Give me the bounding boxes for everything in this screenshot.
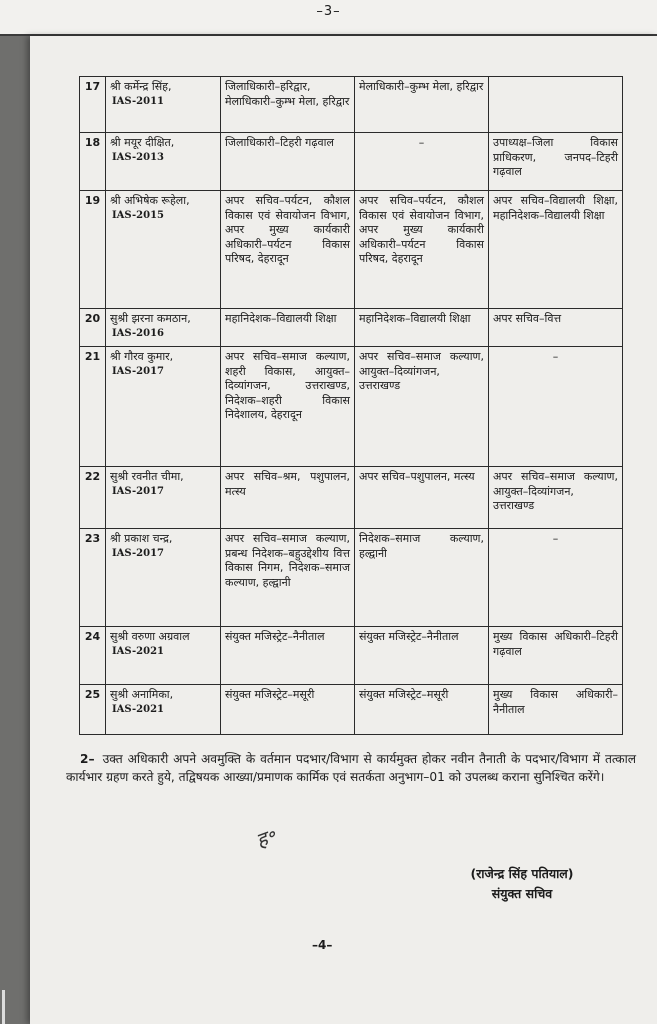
current-post: अपर सचिव–समाज कल्याण, प्रबन्ध निदेशक–बहुउद्देशीय वित्त विकास निगम, निदेशक–समाज कल्याण, हल्द्वानी [221,529,355,627]
table-row [80,529,623,627]
serial-number: 19 [80,191,106,309]
table-row [80,347,623,467]
officer-service: IAS-2011 [112,95,165,107]
serial-number: 20 [80,309,106,347]
officer-name: सुश्री रवनीत चीमा, [110,470,184,483]
serial-number: 25 [80,685,106,735]
officer-cell [106,133,221,191]
current-post: जिलाधिकारी–हरिद्वार, मेलाधिकारी–कुम्भ मेला, हरिद्वार [221,77,355,133]
retained-post: संयुक्त मजिस्ट्रेट–मसूरी [355,685,489,735]
officer-cell [106,347,221,467]
new-post: मुख्य विकास अधिकारी–नैनीताल [489,685,623,735]
serial-number: 24 [80,627,106,685]
retained-post: निदेशक–समाज कल्याण, हल्द्वानी [355,529,489,627]
previous-page-strip [0,0,657,36]
officer-service: IAS-2013 [112,151,165,163]
table-row [80,191,623,309]
retained-post: संयुक्त मजिस्ट्रेट–नैनीताल [355,627,489,685]
new-post: अपर सचिव–वित्त [489,309,623,347]
retained-post: – [355,133,489,191]
officer-cell [106,529,221,627]
page-number-bottom: –4– [312,938,333,952]
retained-post: महानिदेशक–विद्यालयी शिक्षा [355,309,489,347]
officer-service: IAS-2017 [112,547,165,559]
retained-post: अपर सचिव–पर्यटन, कौशल विकास एवं सेवायोजन विभाग, अपर मुख्य कार्यकारी अधिकारी–पर्यटन विकास परिषद, देहरादून [355,191,489,309]
officer-name: श्री कर्मेन्द्र सिंह, [110,80,172,93]
current-post: महानिदेशक–विद्यालयी शिक्षा [221,309,355,347]
officer-service: IAS-2016 [112,327,165,339]
new-post: अपर सचिव–समाज कल्याण, आयुक्त–दिव्यांगजन, उत्तराखण्ड [489,467,623,529]
table-row [80,467,623,529]
serial-number: 23 [80,529,106,627]
new-post: – [489,347,623,467]
table-row [80,627,623,685]
officer-name: श्री गौरव कुमार, [110,350,174,363]
table-row [80,309,623,347]
officer-name: श्री प्रकाश चन्द्र, [110,532,173,545]
table-row [80,133,623,191]
page-number-top: –3– [316,4,341,19]
officer-name: सुश्री वरुणा अग्रवाल [110,630,190,643]
officer-cell [106,77,221,133]
officer-service: IAS-2021 [112,645,165,657]
retained-post: अपर सचिव–समाज कल्याण, आयुक्त–दिव्यांगजन, उत्तराखण्ड [355,347,489,467]
table-row [80,685,623,735]
paragraph-number: 2– [80,752,95,766]
signature-block [432,864,612,904]
serial-number: 17 [80,77,106,133]
officer-service: IAS-2021 [112,703,165,715]
paragraph-text: उक्त अधिकारी अपने अवमुक्ति के वर्तमान पदभार/विभाग से कार्यमुक्त होकर नवीन तैनाती के पदभार/विभाग में तत्काल कार्यभार ग्रहण करते हुये, तद्विषयक आख्या/प्रमाणक कार्मिक एवं सतर्कता अनुभाग–01 को उपलब्ध कराना सुनिश्चित करेंगे। [66,752,636,784]
signatory-name: (राजेन्द्र सिंह पतियाल) [470,866,574,881]
serial-number: 21 [80,347,106,467]
serial-number: 18 [80,133,106,191]
instruction-paragraph [66,750,636,786]
officer-cell [106,191,221,309]
new-post: अपर सचिव–विद्यालयी शिक्षा, महानिदेशक–विद्यालयी शिक्षा [489,191,623,309]
officer-cell [106,627,221,685]
retained-post: अपर सचिव–पशुपालन, मत्स्य [355,467,489,529]
document-sheet [30,36,657,1024]
new-post: उपाध्यक्ष–जिला विकास प्राधिकरण, जनपद–टिहरी गढ़वाल [489,133,623,191]
current-post: अपर सचिव–पर्यटन, कौशल विकास एवं सेवायोजन विभाग, अपर मुख्य कार्यकारी अधिकारी–पर्यटन विकास परिषद, देहरादून [221,191,355,309]
sheet-edge-mark [2,990,5,1024]
new-post [489,77,623,133]
officer-name: सुश्री झरना कमठान, [110,312,191,325]
new-post: – [489,529,623,627]
new-post: मुख्य विकास अधिकारी–टिहरी गढ़वाल [489,627,623,685]
officer-cell [106,309,221,347]
retained-post: मेलाधिकारी–कुम्भ मेला, हरिद्वार [355,77,489,133]
table-row [80,77,623,133]
officer-service: IAS-2015 [112,209,165,221]
current-post: संयुक्त मजिस्ट्रेट–मसूरी [221,685,355,735]
signatory-designation: संयुक्त सचिव [491,886,553,901]
officer-cell [106,685,221,735]
current-post: जिलाधिकारी–टिहरी गढ़वाल [221,133,355,191]
officer-name: सुश्री अनामिका, [110,688,174,701]
serial-number: 22 [80,467,106,529]
officer-name: श्री अभिषेक रूहेला, [110,194,190,207]
officer-cell [106,467,221,529]
officer-service: IAS-2017 [112,485,165,497]
posting-table [79,76,623,735]
current-post: अपर सचिव–समाज कल्याण, शहरी विकास, आयुक्त–दिव्यांगजन, उत्तराखण्ड, निदेशक–शहरी विकास निदेशालय, देहरादून [221,347,355,467]
handwritten-initials: ह॰ [252,823,279,853]
current-post: संयुक्त मजिस्ट्रेट–नैनीताल [221,627,355,685]
officer-name: श्री मयूर दीक्षित, [110,136,175,149]
current-post: अपर सचिव–श्रम, पशुपालन, मत्स्य [221,467,355,529]
officer-service: IAS-2017 [112,365,165,377]
